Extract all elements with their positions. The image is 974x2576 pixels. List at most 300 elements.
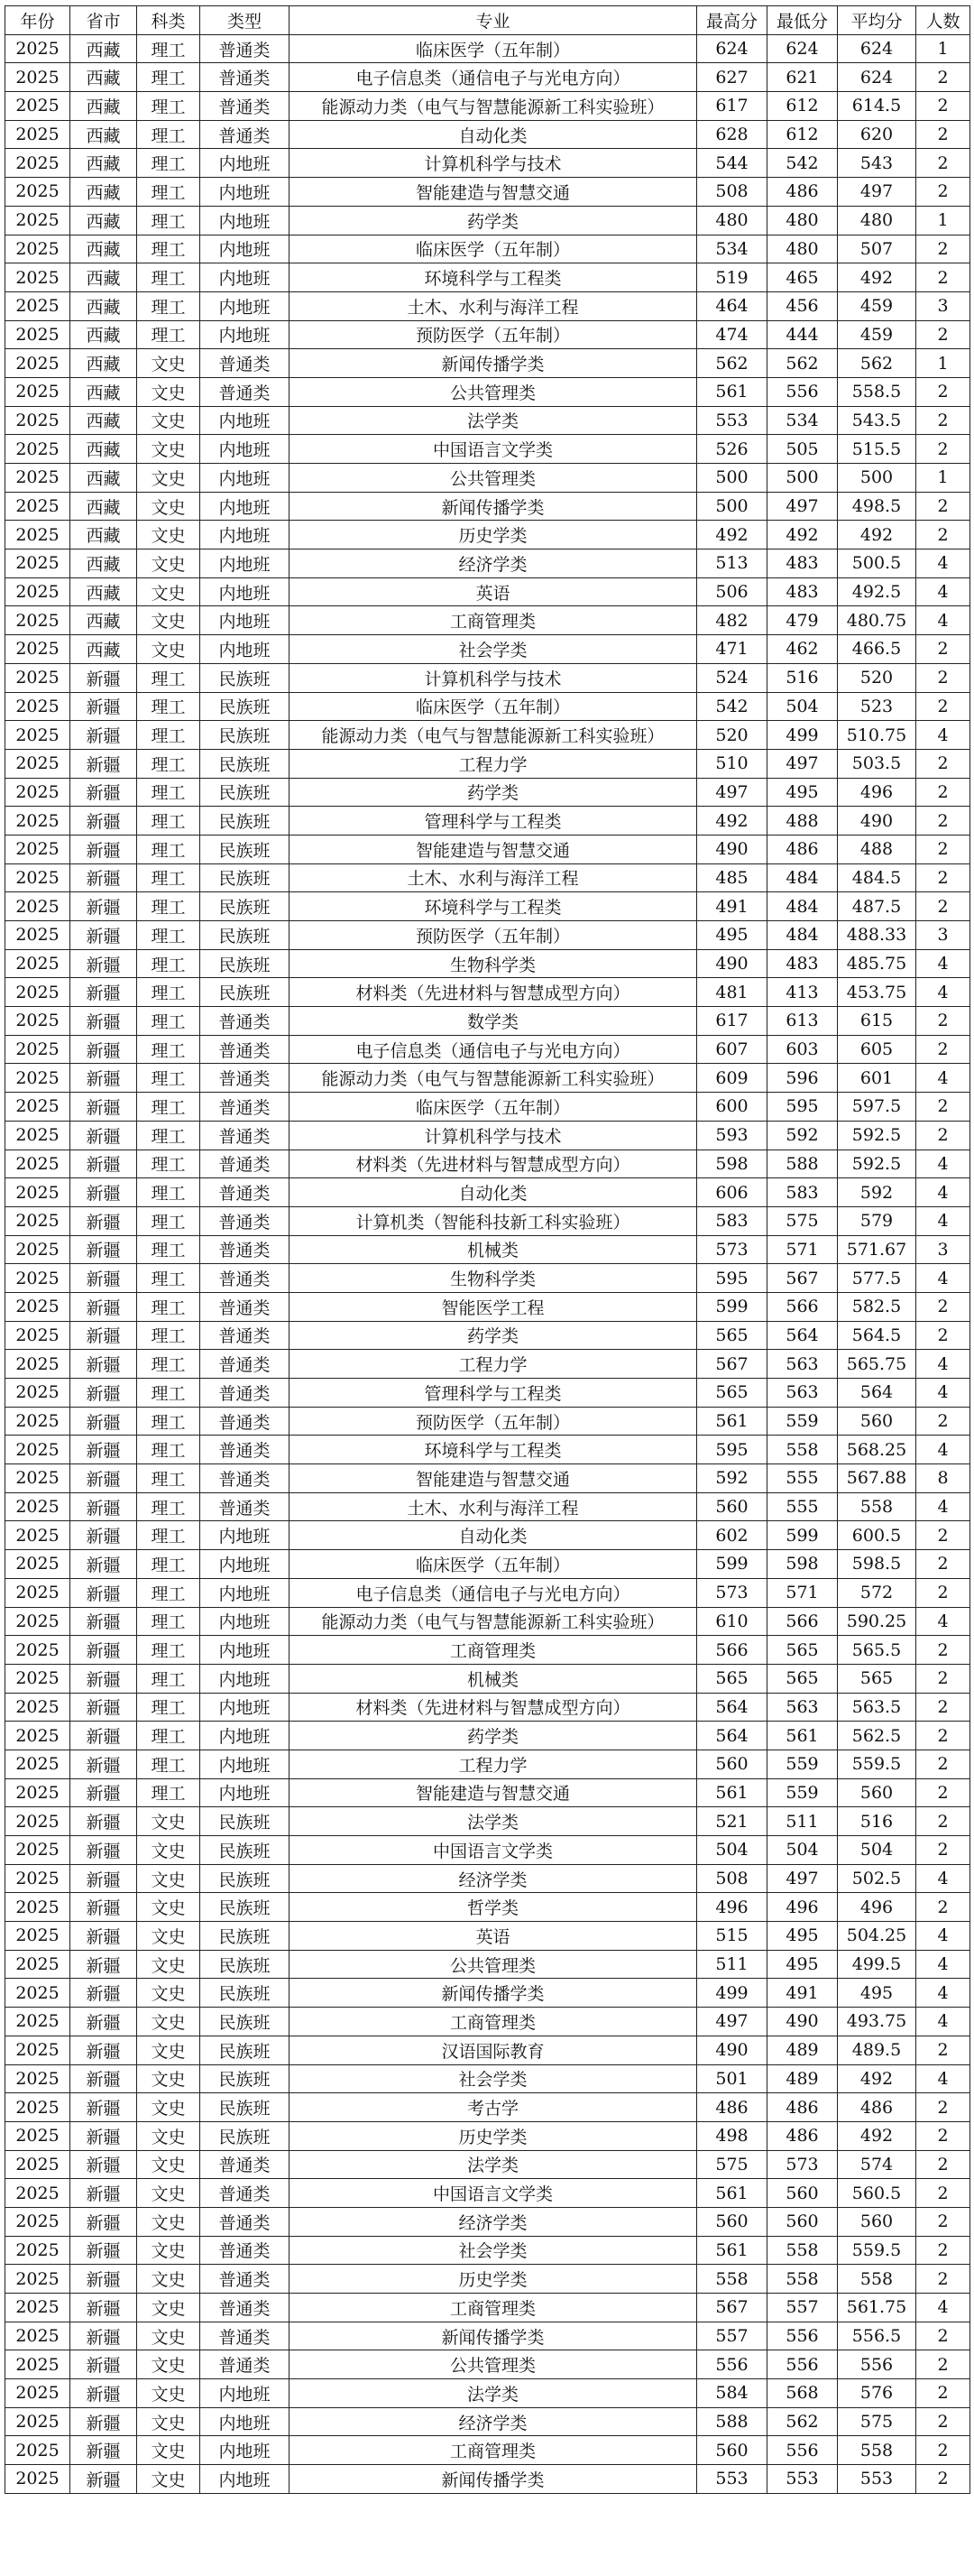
cell-max-score: 573 xyxy=(697,1578,767,1607)
cell-type: 普通类 xyxy=(200,1007,289,1036)
cell-province: 西藏 xyxy=(70,149,137,178)
cell-min-score: 575 xyxy=(767,1206,838,1235)
cell-major: 管理科学与工程类 xyxy=(289,807,697,836)
cell-max-score: 558 xyxy=(697,2265,767,2294)
cell-count: 4 xyxy=(916,549,970,578)
cell-province: 新疆 xyxy=(70,1492,137,1521)
cell-min-score: 497 xyxy=(767,1864,838,1893)
cell-year: 2025 xyxy=(5,2008,70,2036)
cell-subject: 文史 xyxy=(137,406,200,435)
cell-year: 2025 xyxy=(5,2207,70,2236)
cell-year: 2025 xyxy=(5,464,70,493)
table-row xyxy=(5,1235,970,1264)
table-row xyxy=(5,2121,970,2150)
cell-subject: 文史 xyxy=(137,2350,200,2379)
cell-count: 4 xyxy=(916,2008,970,2036)
cell-min-score: 484 xyxy=(767,892,838,921)
cell-count: 2 xyxy=(916,92,970,121)
cell-province: 西藏 xyxy=(70,63,137,92)
cell-avg-score: 560 xyxy=(838,2207,916,2236)
cell-major: 社会学类 xyxy=(289,2064,697,2093)
cell-count: 2 xyxy=(916,2093,970,2122)
table-row xyxy=(5,2465,970,2494)
cell-avg-score: 624 xyxy=(838,34,916,63)
cell-max-score: 562 xyxy=(697,349,767,378)
cell-avg-score: 560.5 xyxy=(838,2179,916,2208)
cell-count: 4 xyxy=(916,1350,970,1379)
cell-max-score: 471 xyxy=(697,635,767,664)
cell-subject: 理工 xyxy=(137,1035,200,1064)
table-row xyxy=(5,577,970,606)
cell-major: 临床医学（五年制） xyxy=(289,692,697,721)
cell-avg-score: 565.75 xyxy=(838,1350,916,1379)
table-row xyxy=(5,377,970,406)
cell-avg-score: 492 xyxy=(838,2064,916,2093)
cell-count: 4 xyxy=(916,2064,970,2093)
cell-min-score: 555 xyxy=(767,1492,838,1521)
cell-max-score: 464 xyxy=(697,291,767,320)
cell-province: 新疆 xyxy=(70,1093,137,1122)
cell-major: 预防医学（五年制） xyxy=(289,921,697,950)
cell-max-score: 561 xyxy=(697,2179,767,2208)
table-row xyxy=(5,521,970,549)
cell-avg-score: 453.75 xyxy=(838,978,916,1007)
cell-province: 新疆 xyxy=(70,2064,137,2093)
cell-max-score: 556 xyxy=(697,2350,767,2379)
cell-type: 内地班 xyxy=(200,606,289,635)
cell-province: 新疆 xyxy=(70,1550,137,1579)
cell-province: 新疆 xyxy=(70,1836,137,1865)
cell-subject: 理工 xyxy=(137,1778,200,1807)
table-row xyxy=(5,949,970,978)
cell-province: 新疆 xyxy=(70,1321,137,1350)
cell-count: 2 xyxy=(916,1035,970,1064)
cell-max-score: 497 xyxy=(697,778,767,807)
cell-major: 环境科学与工程类 xyxy=(289,1436,697,1464)
cell-major: 机械类 xyxy=(289,1235,697,1264)
cell-count: 2 xyxy=(916,2036,970,2064)
cell-province: 新疆 xyxy=(70,1979,137,2008)
cell-max-score: 602 xyxy=(697,1521,767,1550)
cell-min-score: 559 xyxy=(767,1407,838,1436)
cell-count: 2 xyxy=(916,2465,970,2494)
table-row xyxy=(5,749,970,778)
cell-subject: 理工 xyxy=(137,1492,200,1521)
cell-avg-score: 459 xyxy=(838,320,916,349)
cell-avg-score: 600.5 xyxy=(838,1521,916,1550)
header-year: 年份 xyxy=(5,6,70,35)
cell-subject: 文史 xyxy=(137,492,200,521)
cell-avg-score: 565.5 xyxy=(838,1636,916,1665)
cell-subject: 文史 xyxy=(137,2036,200,2064)
cell-type: 普通类 xyxy=(200,1264,289,1293)
table-row xyxy=(5,2322,970,2350)
table-row xyxy=(5,1064,970,1093)
cell-year: 2025 xyxy=(5,1750,70,1778)
table-row xyxy=(5,149,970,178)
cell-avg-score: 492 xyxy=(838,2121,916,2150)
cell-max-score: 567 xyxy=(697,2294,767,2322)
cell-type: 内地班 xyxy=(200,1693,289,1722)
table-row xyxy=(5,1778,970,1807)
cell-type: 民族班 xyxy=(200,2093,289,2122)
cell-year: 2025 xyxy=(5,1807,70,1836)
cell-avg-score: 497 xyxy=(838,178,916,207)
cell-province: 新疆 xyxy=(70,1664,137,1693)
cell-avg-score: 503.5 xyxy=(838,749,916,778)
cell-subject: 理工 xyxy=(137,863,200,892)
cell-max-score: 499 xyxy=(697,1979,767,2008)
cell-major: 临床医学（五年制） xyxy=(289,34,697,63)
cell-type: 民族班 xyxy=(200,663,289,692)
cell-province: 新疆 xyxy=(70,892,137,921)
cell-avg-score: 499.5 xyxy=(838,1950,916,1979)
cell-max-score: 557 xyxy=(697,2322,767,2350)
cell-avg-score: 559.5 xyxy=(838,2236,916,2265)
cell-max-score: 561 xyxy=(697,2236,767,2265)
cell-avg-score: 487.5 xyxy=(838,892,916,921)
cell-min-score: 486 xyxy=(767,835,838,863)
cell-type: 普通类 xyxy=(200,2236,289,2265)
cell-major: 药学类 xyxy=(289,1722,697,1750)
table-row xyxy=(5,1836,970,1865)
cell-count: 4 xyxy=(916,1178,970,1207)
cell-province: 新疆 xyxy=(70,1636,137,1665)
cell-count: 2 xyxy=(916,149,970,178)
cell-type: 民族班 xyxy=(200,892,289,921)
cell-type: 民族班 xyxy=(200,1807,289,1836)
cell-subject: 文史 xyxy=(137,2436,200,2465)
table-row xyxy=(5,1750,970,1778)
cell-year: 2025 xyxy=(5,92,70,121)
cell-major: 土木、水利与海洋工程 xyxy=(289,291,697,320)
cell-count: 2 xyxy=(916,1807,970,1836)
cell-major: 能源动力类（电气与智慧能源新工科实验班） xyxy=(289,92,697,121)
cell-avg-score: 490 xyxy=(838,807,916,836)
cell-type: 内地班 xyxy=(200,235,289,263)
cell-count: 2 xyxy=(916,1636,970,1665)
cell-major: 公共管理类 xyxy=(289,464,697,493)
table-row xyxy=(5,1664,970,1693)
cell-min-score: 598 xyxy=(767,1550,838,1579)
cell-avg-score: 598.5 xyxy=(838,1550,916,1579)
cell-count: 4 xyxy=(916,1607,970,1636)
cell-subject: 理工 xyxy=(137,1636,200,1665)
cell-subject: 理工 xyxy=(137,1064,200,1093)
cell-avg-score: 615 xyxy=(838,1007,916,1036)
cell-max-score: 617 xyxy=(697,1007,767,1036)
cell-subject: 理工 xyxy=(137,1292,200,1321)
cell-major: 新闻传播学类 xyxy=(289,2322,697,2350)
cell-max-score: 513 xyxy=(697,549,767,578)
cell-province: 新疆 xyxy=(70,2207,137,2236)
cell-major: 药学类 xyxy=(289,206,697,235)
cell-type: 普通类 xyxy=(200,1492,289,1521)
cell-subject: 文史 xyxy=(137,2093,200,2122)
cell-province: 新疆 xyxy=(70,1206,137,1235)
cell-subject: 文史 xyxy=(137,2236,200,2265)
cell-subject: 理工 xyxy=(137,1264,200,1293)
cell-max-score: 588 xyxy=(697,2407,767,2436)
cell-max-score: 496 xyxy=(697,1893,767,1922)
cell-count: 1 xyxy=(916,349,970,378)
table-row xyxy=(5,92,970,121)
cell-subject: 理工 xyxy=(137,892,200,921)
cell-type: 普通类 xyxy=(200,1121,289,1150)
cell-subject: 理工 xyxy=(137,978,200,1007)
cell-max-score: 500 xyxy=(697,492,767,521)
cell-count: 2 xyxy=(916,2407,970,2436)
cell-year: 2025 xyxy=(5,149,70,178)
cell-subject: 文史 xyxy=(137,377,200,406)
cell-count: 4 xyxy=(916,949,970,978)
table-row xyxy=(5,1807,970,1836)
cell-province: 新疆 xyxy=(70,921,137,950)
cell-subject: 理工 xyxy=(137,1007,200,1036)
cell-count: 2 xyxy=(916,63,970,92)
cell-year: 2025 xyxy=(5,721,70,750)
cell-avg-score: 553 xyxy=(838,2465,916,2494)
cell-max-score: 490 xyxy=(697,835,767,863)
cell-count: 3 xyxy=(916,291,970,320)
cell-province: 新疆 xyxy=(70,1778,137,1807)
cell-type: 民族班 xyxy=(200,1979,289,2008)
cell-subject: 理工 xyxy=(137,1178,200,1207)
cell-min-score: 496 xyxy=(767,1893,838,1922)
cell-type: 普通类 xyxy=(200,2265,289,2294)
cell-min-score: 565 xyxy=(767,1636,838,1665)
cell-type: 普通类 xyxy=(200,349,289,378)
cell-year: 2025 xyxy=(5,1693,70,1722)
cell-major: 计算机科学与技术 xyxy=(289,149,697,178)
table-row xyxy=(5,721,970,750)
cell-type: 民族班 xyxy=(200,2121,289,2150)
cell-subject: 文史 xyxy=(137,521,200,549)
cell-subject: 文史 xyxy=(137,2294,200,2322)
cell-avg-score: 507 xyxy=(838,235,916,263)
cell-major: 自动化类 xyxy=(289,1521,697,1550)
table-row xyxy=(5,978,970,1007)
table-row xyxy=(5,435,970,464)
table-row xyxy=(5,2294,970,2322)
cell-min-score: 486 xyxy=(767,2093,838,2122)
cell-min-score: 483 xyxy=(767,949,838,978)
cell-avg-score: 556.5 xyxy=(838,2322,916,2350)
cell-max-score: 511 xyxy=(697,1950,767,1979)
cell-type: 普通类 xyxy=(200,2294,289,2322)
header-min-score: 最低分 xyxy=(767,6,838,35)
cell-min-score: 558 xyxy=(767,2265,838,2294)
cell-max-score: 560 xyxy=(697,2436,767,2465)
cell-major: 临床医学（五年制） xyxy=(289,1550,697,1579)
cell-type: 内地班 xyxy=(200,2465,289,2494)
table-row xyxy=(5,2150,970,2179)
cell-type: 民族班 xyxy=(200,1864,289,1893)
cell-major: 经济学类 xyxy=(289,1864,697,1893)
cell-type: 民族班 xyxy=(200,863,289,892)
table-row xyxy=(5,263,970,292)
cell-province: 西藏 xyxy=(70,206,137,235)
cell-subject: 理工 xyxy=(137,1093,200,1122)
cell-province: 西藏 xyxy=(70,377,137,406)
cell-avg-score: 558 xyxy=(838,2436,916,2465)
cell-year: 2025 xyxy=(5,178,70,207)
cell-count: 2 xyxy=(916,2207,970,2236)
cell-major: 工程力学 xyxy=(289,1350,697,1379)
cell-min-score: 495 xyxy=(767,1950,838,1979)
cell-type: 民族班 xyxy=(200,2008,289,2036)
cell-year: 2025 xyxy=(5,892,70,921)
cell-type: 民族班 xyxy=(200,835,289,863)
cell-year: 2025 xyxy=(5,1836,70,1865)
cell-avg-score: 520 xyxy=(838,663,916,692)
cell-subject: 理工 xyxy=(137,692,200,721)
cell-avg-score: 559.5 xyxy=(838,1750,916,1778)
cell-max-score: 610 xyxy=(697,1607,767,1636)
table-row xyxy=(5,1464,970,1493)
cell-count: 2 xyxy=(916,2436,970,2465)
cell-province: 新疆 xyxy=(70,721,137,750)
cell-province: 新疆 xyxy=(70,978,137,1007)
cell-avg-score: 572 xyxy=(838,1578,916,1607)
cell-subject: 理工 xyxy=(137,120,200,149)
cell-count: 2 xyxy=(916,1121,970,1150)
cell-major: 智能建造与智慧交通 xyxy=(289,1464,697,1493)
table-row xyxy=(5,120,970,149)
cell-major: 材料类（先进材料与智慧成型方向） xyxy=(289,1693,697,1722)
cell-avg-score: 516 xyxy=(838,1807,916,1836)
table-row xyxy=(5,892,970,921)
cell-major: 历史学类 xyxy=(289,521,697,549)
cell-province: 新疆 xyxy=(70,2322,137,2350)
cell-year: 2025 xyxy=(5,1150,70,1178)
cell-max-score: 566 xyxy=(697,1636,767,1665)
cell-province: 西藏 xyxy=(70,120,137,149)
cell-max-score: 564 xyxy=(697,1722,767,1750)
cell-subject: 理工 xyxy=(137,1722,200,1750)
cell-min-score: 566 xyxy=(767,1292,838,1321)
cell-min-score: 489 xyxy=(767,2064,838,2093)
cell-max-score: 491 xyxy=(697,892,767,921)
cell-province: 新疆 xyxy=(70,807,137,836)
cell-province: 新疆 xyxy=(70,2093,137,2122)
cell-type: 普通类 xyxy=(200,1350,289,1379)
cell-count: 2 xyxy=(916,692,970,721)
cell-avg-score: 558.5 xyxy=(838,377,916,406)
cell-province: 新疆 xyxy=(70,2179,137,2208)
table-row xyxy=(5,606,970,635)
cell-avg-score: 574 xyxy=(838,2150,916,2179)
cell-max-score: 600 xyxy=(697,1093,767,1122)
cell-year: 2025 xyxy=(5,1064,70,1093)
cell-province: 新疆 xyxy=(70,1350,137,1379)
cell-avg-score: 563.5 xyxy=(838,1693,916,1722)
cell-subject: 理工 xyxy=(137,835,200,863)
cell-year: 2025 xyxy=(5,1379,70,1408)
cell-max-score: 592 xyxy=(697,1464,767,1493)
cell-avg-score: 492 xyxy=(838,263,916,292)
cell-year: 2025 xyxy=(5,1492,70,1521)
cell-major: 公共管理类 xyxy=(289,2350,697,2379)
table-row xyxy=(5,1979,970,2008)
cell-min-score: 595 xyxy=(767,1093,838,1122)
cell-subject: 理工 xyxy=(137,949,200,978)
cell-avg-score: 500 xyxy=(838,464,916,493)
cell-avg-score: 560 xyxy=(838,1407,916,1436)
cell-province: 新疆 xyxy=(70,1235,137,1264)
cell-type: 普通类 xyxy=(200,377,289,406)
cell-count: 2 xyxy=(916,1836,970,1865)
cell-avg-score: 571.67 xyxy=(838,1235,916,1264)
cell-year: 2025 xyxy=(5,1636,70,1665)
table-row xyxy=(5,2350,970,2379)
cell-province: 新疆 xyxy=(70,1607,137,1636)
cell-major: 自动化类 xyxy=(289,120,697,149)
table-row xyxy=(5,1492,970,1521)
cell-year: 2025 xyxy=(5,1407,70,1436)
cell-count: 4 xyxy=(916,2294,970,2322)
cell-province: 西藏 xyxy=(70,92,137,121)
cell-year: 2025 xyxy=(5,263,70,292)
cell-avg-score: 485.75 xyxy=(838,949,916,978)
cell-max-score: 595 xyxy=(697,1264,767,1293)
cell-type: 内地班 xyxy=(200,1550,289,1579)
cell-max-score: 598 xyxy=(697,1150,767,1178)
cell-max-score: 561 xyxy=(697,1778,767,1807)
cell-year: 2025 xyxy=(5,835,70,863)
table-row xyxy=(5,1178,970,1207)
table-row xyxy=(5,1864,970,1893)
cell-subject: 理工 xyxy=(137,663,200,692)
cell-type: 民族班 xyxy=(200,1836,289,1865)
cell-subject: 理工 xyxy=(137,1464,200,1493)
cell-year: 2025 xyxy=(5,406,70,435)
cell-type: 内地班 xyxy=(200,435,289,464)
cell-province: 新疆 xyxy=(70,2236,137,2265)
cell-count: 1 xyxy=(916,206,970,235)
cell-type: 内地班 xyxy=(200,1636,289,1665)
cell-year: 2025 xyxy=(5,206,70,235)
table-row xyxy=(5,1893,970,1922)
cell-min-score: 562 xyxy=(767,349,838,378)
cell-count: 2 xyxy=(916,178,970,207)
cell-avg-score: 592 xyxy=(838,1178,916,1207)
cell-avg-score: 556 xyxy=(838,2350,916,2379)
cell-min-score: 484 xyxy=(767,863,838,892)
cell-subject: 理工 xyxy=(137,1235,200,1264)
cell-subject: 理工 xyxy=(137,1407,200,1436)
cell-avg-score: 562 xyxy=(838,349,916,378)
cell-min-score: 483 xyxy=(767,577,838,606)
cell-year: 2025 xyxy=(5,1922,70,1951)
cell-avg-score: 567.88 xyxy=(838,1464,916,1493)
cell-major: 新闻传播学类 xyxy=(289,2465,697,2494)
cell-major: 电子信息类（通信电子与光电方向） xyxy=(289,1578,697,1607)
table-row xyxy=(5,635,970,664)
cell-count: 1 xyxy=(916,464,970,493)
cell-subject: 文史 xyxy=(137,2121,200,2150)
cell-max-score: 565 xyxy=(697,1321,767,1350)
cell-year: 2025 xyxy=(5,291,70,320)
cell-subject: 文史 xyxy=(137,2465,200,2494)
cell-min-score: 499 xyxy=(767,721,838,750)
cell-type: 内地班 xyxy=(200,2379,289,2408)
cell-major: 管理科学与工程类 xyxy=(289,1379,697,1408)
cell-count: 2 xyxy=(916,835,970,863)
cell-major: 环境科学与工程类 xyxy=(289,263,697,292)
cell-max-score: 575 xyxy=(697,2150,767,2179)
cell-min-score: 571 xyxy=(767,1235,838,1264)
